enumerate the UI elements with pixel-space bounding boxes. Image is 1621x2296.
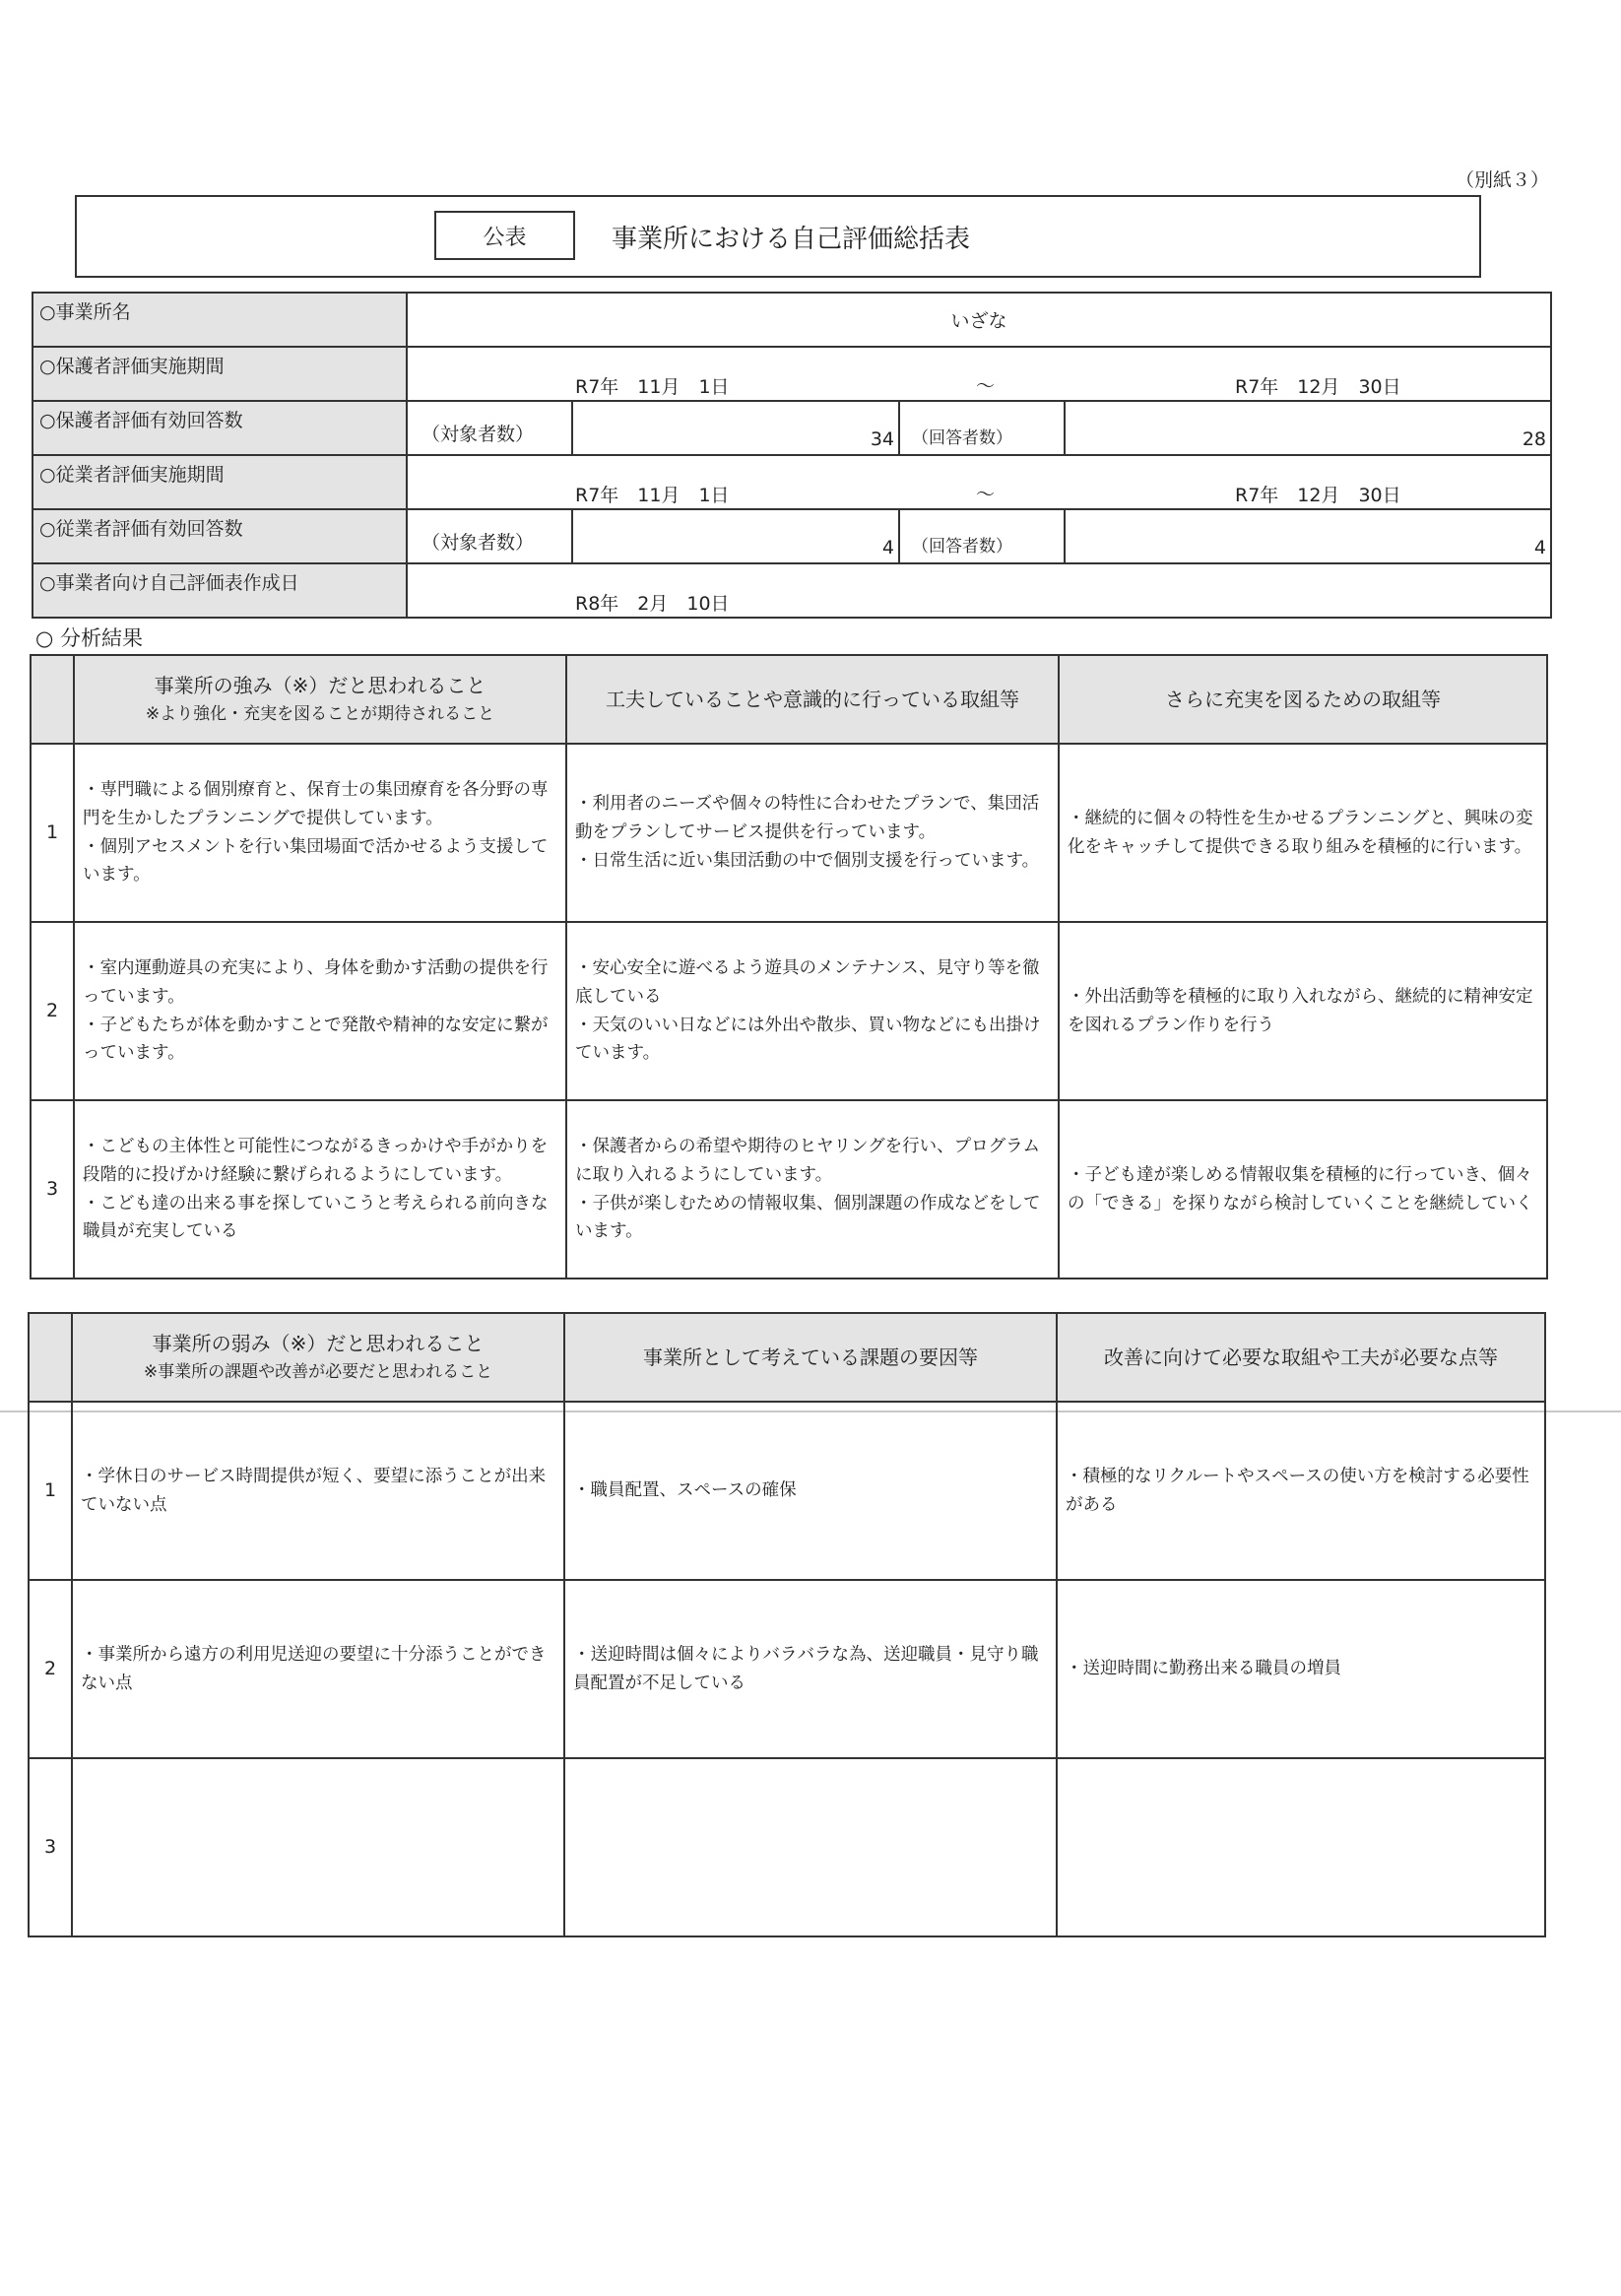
facility-name: いざな [407, 293, 1551, 347]
title-box [75, 195, 1481, 278]
cell-improvement: ・積極的なリクルートやスペースの使い方を検討する必要性がある [1057, 1402, 1545, 1580]
parent-responses-label: ○保護者評価有効回答数 [32, 401, 407, 455]
table-row [31, 1100, 1547, 1279]
strengths-col1-title: 事業所の強み（※）だと思われること [154, 674, 486, 698]
strengths-col2-header: 工夫していることや意識的に行っている取組等 [566, 655, 1059, 744]
parent-target-count: 34 [572, 401, 899, 455]
strengths-table [30, 654, 1548, 1279]
parent-period-sep: ～ [976, 375, 996, 397]
cell-weakness: ・事業所から遠方の利用児送迎の要望に十分添うことができない点 [72, 1580, 564, 1758]
public-badge: 公表 [434, 211, 575, 260]
cell-weakness: ・学休日のサービス時間提供が短く、要望に添うことが出来ていない点 [72, 1402, 564, 1580]
cell-weakness [72, 1758, 564, 1936]
staff-respondent-label: （回答者数） [899, 509, 1065, 563]
parent-respondent-label: （回答者数） [899, 401, 1065, 455]
weaknesses-header-row [29, 1313, 1545, 1402]
created-label: ○事業者向け自己評価表作成日 [32, 563, 407, 618]
created-cell [407, 563, 1551, 618]
parent-period-label: ○保護者評価実施期間 [32, 347, 407, 401]
cell-strength: ・こどもの主体性と可能性につながるきっかけや手がかりを段階的に投げかけ経験に繋げられるようにしています。 ・こども達の出来る事を探していこうと考えられる前向きな職員が充実している [74, 1100, 566, 1279]
weaknesses-table [28, 1312, 1546, 1937]
strengths-header-row [31, 655, 1547, 744]
staff-period-end: R7年 12月 30日 [1235, 485, 1401, 506]
cell-enhancement: ・継続的に個々の特性を生かせるプランニングと、興味の変化をキャッチして提供できる取り組みを積極的に行います。 [1059, 744, 1547, 922]
parent-period-row [32, 347, 1551, 401]
staff-target-label: （対象者数） [407, 509, 572, 563]
weaknesses-col1-note: ※事業所の課題や改善が必要だと思われること [143, 1362, 493, 1383]
table-row [31, 922, 1547, 1100]
table-row [29, 1402, 1545, 1580]
cell-cause: ・職員配置、スペースの確保 [564, 1402, 1057, 1580]
cell-effort: ・利用者のニーズや個々の特性に合わせたプランで、集団活動をプランしてサービス提供を行っています。 ・日常生活に近い集団活動の中で個別支援を行っています。 [566, 744, 1059, 922]
row-number: 1 [29, 1402, 72, 1580]
parent-target-label: （対象者数） [407, 401, 572, 455]
weaknesses-col3-header: 改善に向けて必要な取組や工夫が必要な点等 [1057, 1313, 1545, 1402]
parent-respondent-count: 28 [1065, 401, 1551, 455]
facility-label: ○事業所名 [32, 293, 407, 347]
row-number: 1 [31, 744, 74, 922]
weaknesses-col1-title: 事業所の弱み（※）だと思われること [152, 1332, 485, 1356]
table-row [29, 1758, 1545, 1936]
cell-strength: ・室内運動遊具の充実により、身体を動かす活動の提供を行っています。 ・子どもたちが体を動かすことで発散や精神的な安定に繋がっています。 [74, 922, 566, 1100]
weaknesses-corner [29, 1313, 72, 1402]
staff-period-row [32, 455, 1551, 509]
weaknesses-col2-header: 事業所として考えている課題の要因等 [564, 1313, 1057, 1402]
page-title: 事業所における自己評価総括表 [612, 225, 971, 254]
staff-period-start: R7年 11月 1日 [575, 485, 730, 506]
staff-respondent-count: 4 [1065, 509, 1551, 563]
created-date: R8年 2月 10日 [575, 593, 730, 615]
info-table [32, 292, 1552, 619]
staff-period-sep: ～ [976, 484, 996, 505]
weaknesses-col1-header [72, 1313, 564, 1402]
row-number: 2 [31, 922, 74, 1100]
staff-period-label: ○従業者評価実施期間 [32, 455, 407, 509]
strengths-col1-header [74, 655, 566, 744]
cell-improvement [1057, 1758, 1545, 1936]
cell-improvement: ・送迎時間に勤務出来る職員の増員 [1057, 1580, 1545, 1758]
created-row [32, 563, 1551, 618]
parent-period-start: R7年 11月 1日 [575, 376, 730, 398]
analysis-heading: ○ 分析結果 [35, 626, 143, 650]
row-number: 3 [31, 1100, 74, 1279]
cell-cause: ・送迎時間は個々によりバラバラな為、送迎職員・見守り職員配置が不足している [564, 1580, 1057, 1758]
attachment-label: （別紙３） [1456, 169, 1550, 191]
parent-responses-row [32, 401, 1551, 455]
cell-enhancement: ・外出活動等を積極的に取り入れながら、継続的に精神安定を図れるプラン作りを行う [1059, 922, 1547, 1100]
staff-period-cell [407, 455, 1551, 509]
strengths-col3-header: さらに充実を図るための取組等 [1059, 655, 1547, 744]
row-number: 2 [29, 1580, 72, 1758]
cell-enhancement: ・子ども達が楽しめる情報収集を積極的に行っていき、個々の「できる」を探りながら検討していくことを継続していく [1059, 1100, 1547, 1279]
cell-effort: ・安心安全に遊べるよう遊具のメンテナンス、見守り等を徹底している ・天気のいい日などには外出や散歩、買い物などにも出掛けています。 [566, 922, 1059, 1100]
cell-strength: ・専門職による個別療育と、保育士の集団療育を各分野の専門を生かしたプランニングで提供しています。 ・個別アセスメントを行い集団場面で活かせるよう支援しています。 [74, 744, 566, 922]
facility-row [32, 293, 1551, 347]
table-row [29, 1580, 1545, 1758]
cell-cause [564, 1758, 1057, 1936]
strengths-col1-note: ※より強化・充実を図ることが期待されること [145, 704, 495, 725]
table-row [31, 744, 1547, 922]
staff-target-count: 4 [572, 509, 899, 563]
staff-responses-label: ○従業者評価有効回答数 [32, 509, 407, 563]
row-number: 3 [29, 1758, 72, 1936]
parent-period-end: R7年 12月 30日 [1235, 376, 1401, 398]
cell-effort: ・保護者からの希望や期待のヒヤリングを行い、プログラムに取り入れるようにしています。 ・子供が楽しむための情報収集、個別課題の作成などをしています。 [566, 1100, 1059, 1279]
staff-responses-row [32, 509, 1551, 563]
parent-period-cell [407, 347, 1551, 401]
strengths-corner [31, 655, 74, 744]
